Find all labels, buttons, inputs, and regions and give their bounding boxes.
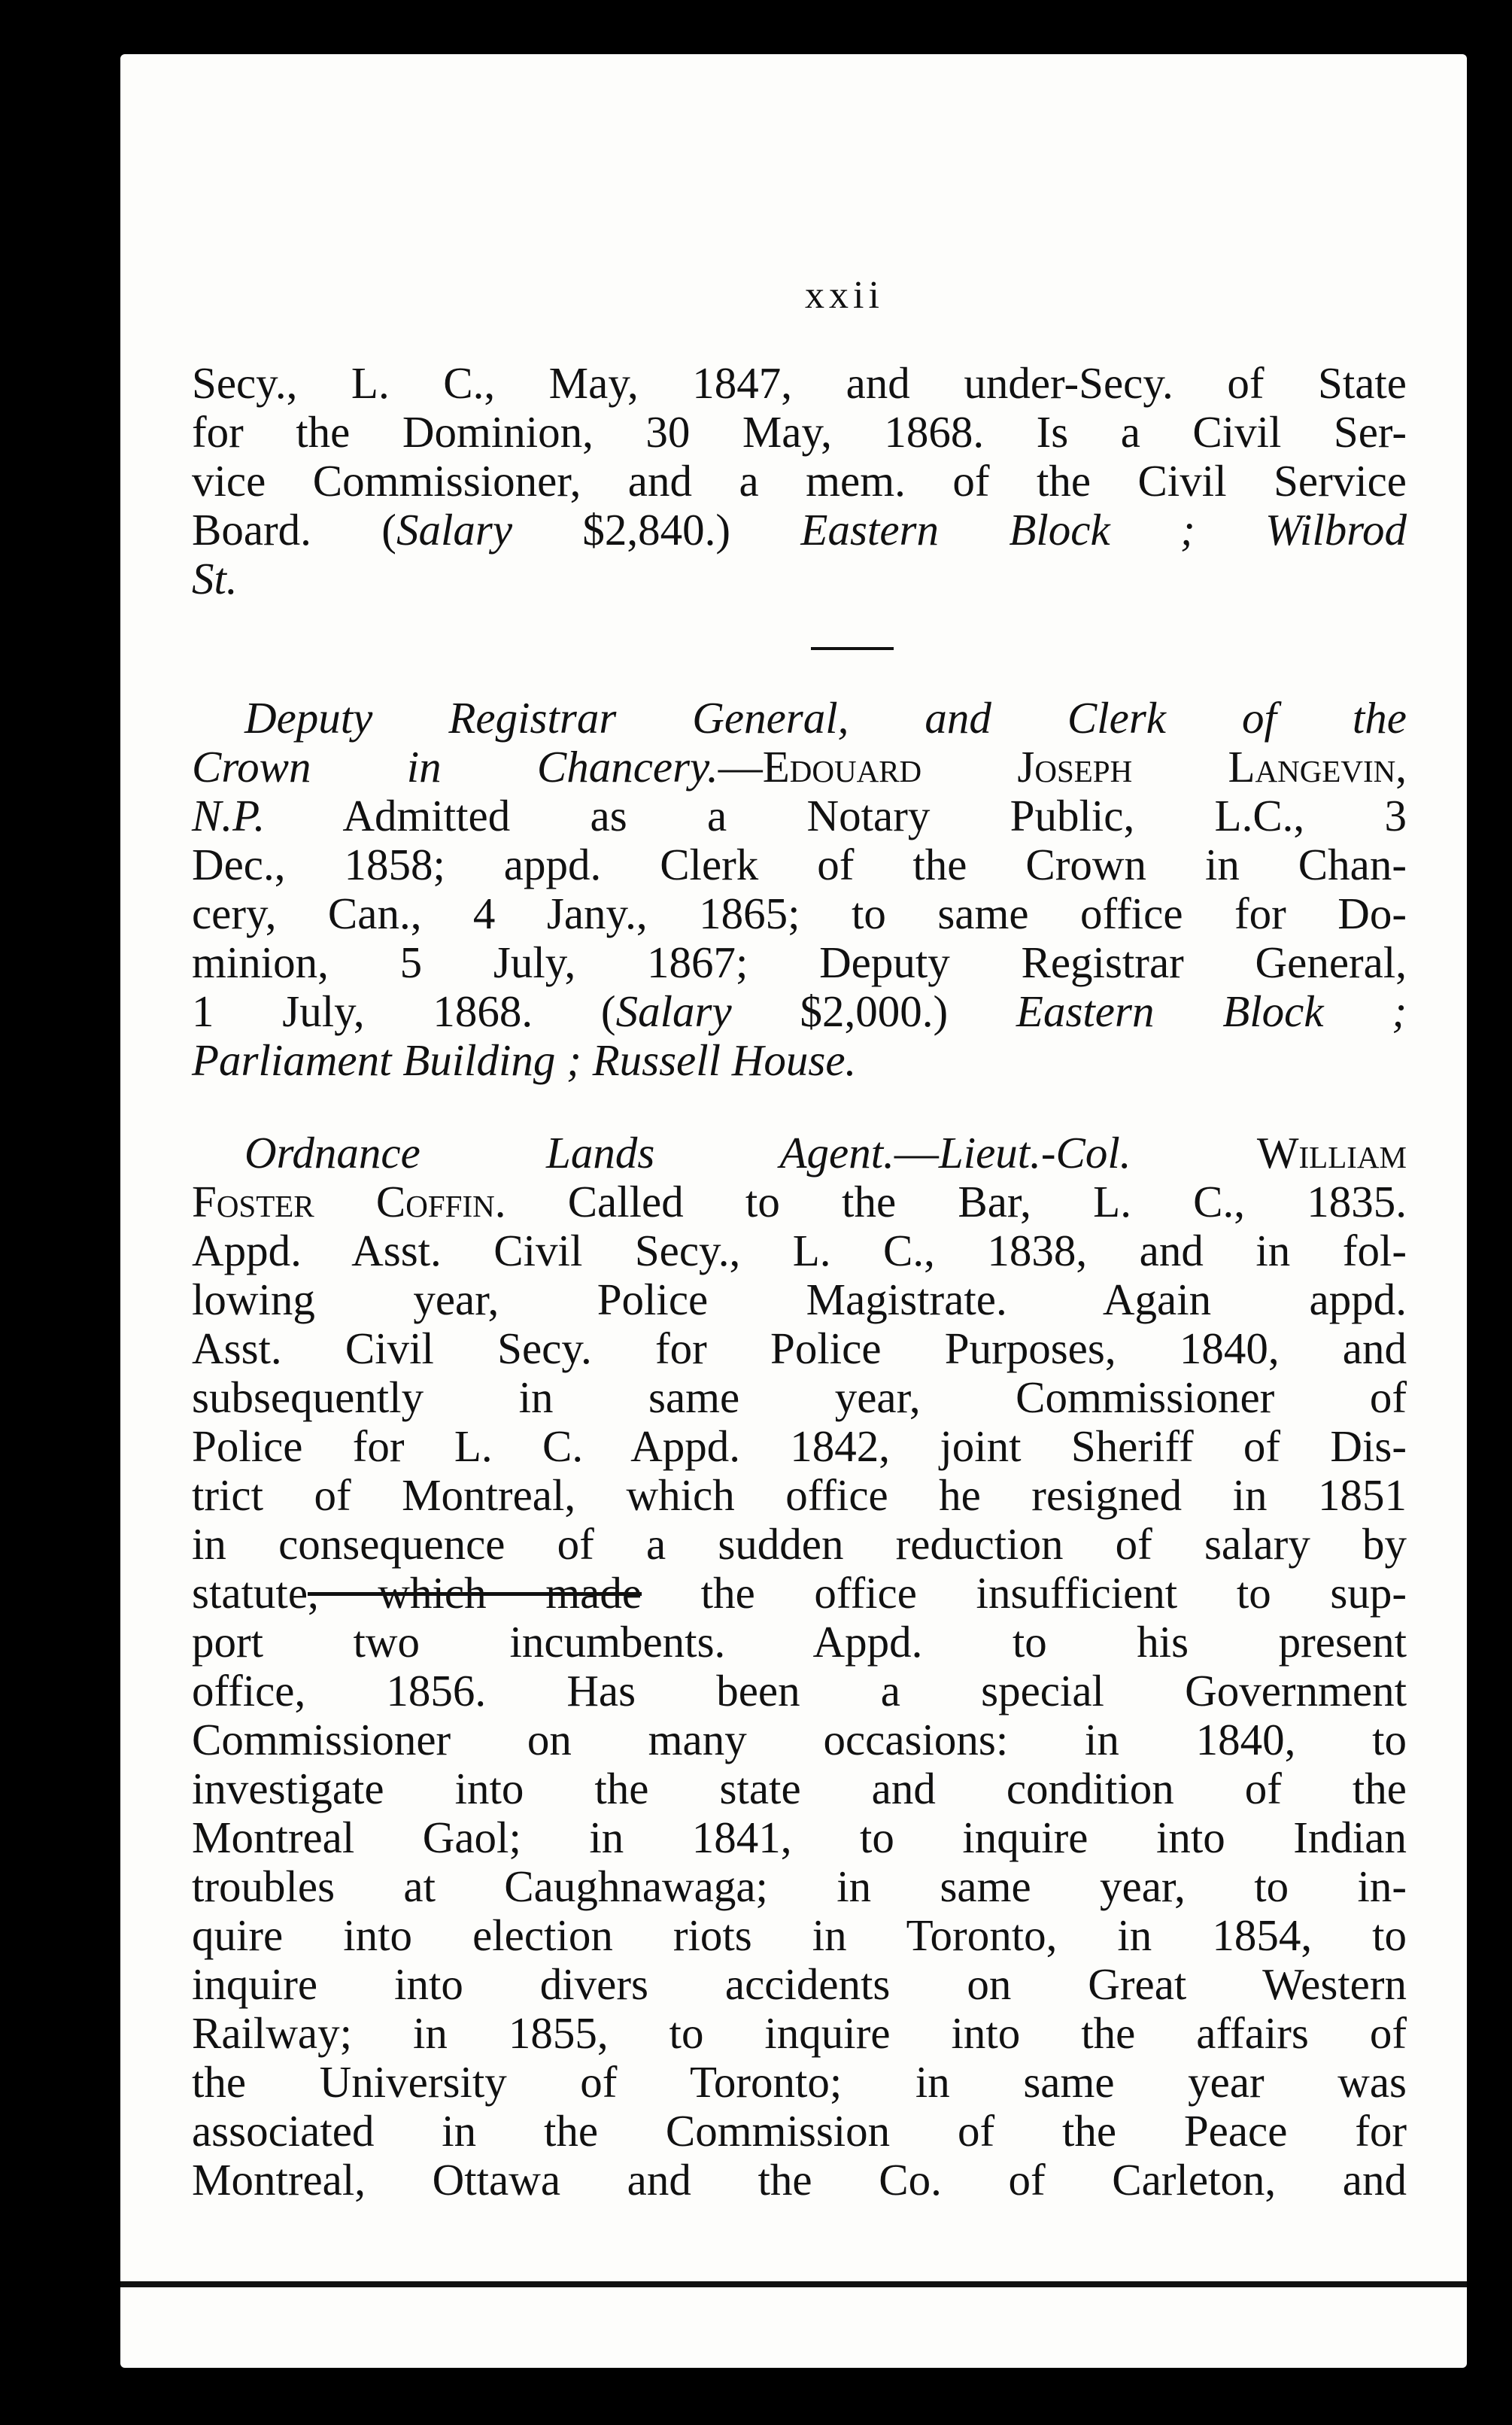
text-line: office, 1856. Has been a special Government (192, 1666, 1407, 1715)
person-name: William (1256, 1128, 1407, 1178)
text-line: associated in the Commission of the Peace for (192, 2106, 1407, 2156)
text-line: Montreal, Ottawa and the Co. of Carleton, and (192, 2155, 1407, 2205)
text-line: the University of Toronto; in same year was (192, 2057, 1407, 2107)
text-line: St. (192, 554, 238, 603)
salary-label: Salary (396, 505, 513, 555)
text-line: investigate into the state and condition of the (192, 1764, 1407, 1813)
text-line: minion, 5 July, 1867; Deputy Registrar General, (192, 937, 1407, 987)
entry-title: Ordnance Lands Agent.—Lieut.-Col. William (244, 1128, 1407, 1178)
text-line: in consequence of a sudden reduction of salary by (192, 1519, 1407, 1569)
bottom-rule (120, 2281, 1467, 2287)
location: Eastern Block ; Wilbrod (800, 505, 1407, 555)
text-line: lowing year, Police Magistrate. Again appd. (192, 1275, 1407, 1324)
text-line: Parliament Building ; Russell House. (192, 1035, 857, 1085)
text-line: port two incumbents. Appd. to his present (192, 1617, 1407, 1667)
text-line: vice Commissioner, and a mem. of the Civil Service (192, 456, 1407, 506)
text-line: trict of Montreal, which office he resigned in 1851 (192, 1470, 1407, 1520)
location: Eastern Block ; (1016, 986, 1407, 1036)
entry-continued (192, 359, 1407, 603)
struck-text: , which made (308, 1568, 642, 1618)
text-line: Police for L. C. Appd. 1842, joint Sheriff of Dis- (192, 1421, 1407, 1471)
entry-title: Deputy Registrar General, and Clerk of the (244, 693, 1407, 743)
separator-rule (811, 647, 894, 650)
text-line: cery, Can., 4 Jany., 1865; to same office for Do- (192, 889, 1407, 938)
text-line: Asst. Civil Secy. for Police Purposes, 1840, and (192, 1323, 1407, 1373)
text-line: Appd. Asst. Civil Secy., L. C., 1838, and in fol- (192, 1226, 1407, 1275)
person-name: Foster Coffin. (192, 1177, 506, 1226)
salary-label: Salary (615, 986, 732, 1036)
person-name: Edouard Joseph Langevin, (762, 742, 1407, 792)
text-line: Board. (Salary $2,840.) Eastern Block ; Wilbrod (192, 505, 1407, 555)
text-line: subsequently in same year, Commissioner of (192, 1372, 1407, 1422)
text-line: quire into election riots in Toronto, in 1854, to (192, 1910, 1407, 1960)
entry-deputy-registrar (192, 694, 1407, 1085)
page-number: xxii (805, 274, 884, 317)
text-line: statute, which made the office insufficient to sup- (192, 1568, 1407, 1618)
text-line: 1 July, 1868. (Salary $2,000.) Eastern Block ; (192, 986, 1407, 1036)
text-line: inquire into divers accidents on Great Western (192, 1959, 1407, 2009)
text-line: N.P. Admitted as a Notary Public, L.C., 3 (192, 791, 1407, 840)
entry-ordnance-lands-agent (192, 1129, 1407, 2205)
text-line: Commissioner on many occasions: in 1840, to (192, 1715, 1407, 1764)
text-line: for the Dominion, 30 May, 1868. Is a Civil Ser- (192, 407, 1407, 457)
text-line: Railway; in 1855, to inquire into the affairs of (192, 2008, 1407, 2058)
text-line: Secy., L. C., May, 1847, and under-Secy. of State (192, 358, 1407, 408)
text-line: Crown in Chancery.—Edouard Joseph Langevin, (192, 742, 1407, 792)
text-column (192, 271, 1407, 2205)
text-line: troubles at Caughnawaga; in same year, to in- (192, 1861, 1407, 1911)
text-line: Dec., 1858; appd. Clerk of the Crown in Chan- (192, 840, 1407, 889)
text-line: Foster Coffin. Called to the Bar, L. C., 1835. (192, 1177, 1407, 1226)
text-line: Montreal Gaol; in 1841, to inquire into Indian (192, 1813, 1407, 1862)
